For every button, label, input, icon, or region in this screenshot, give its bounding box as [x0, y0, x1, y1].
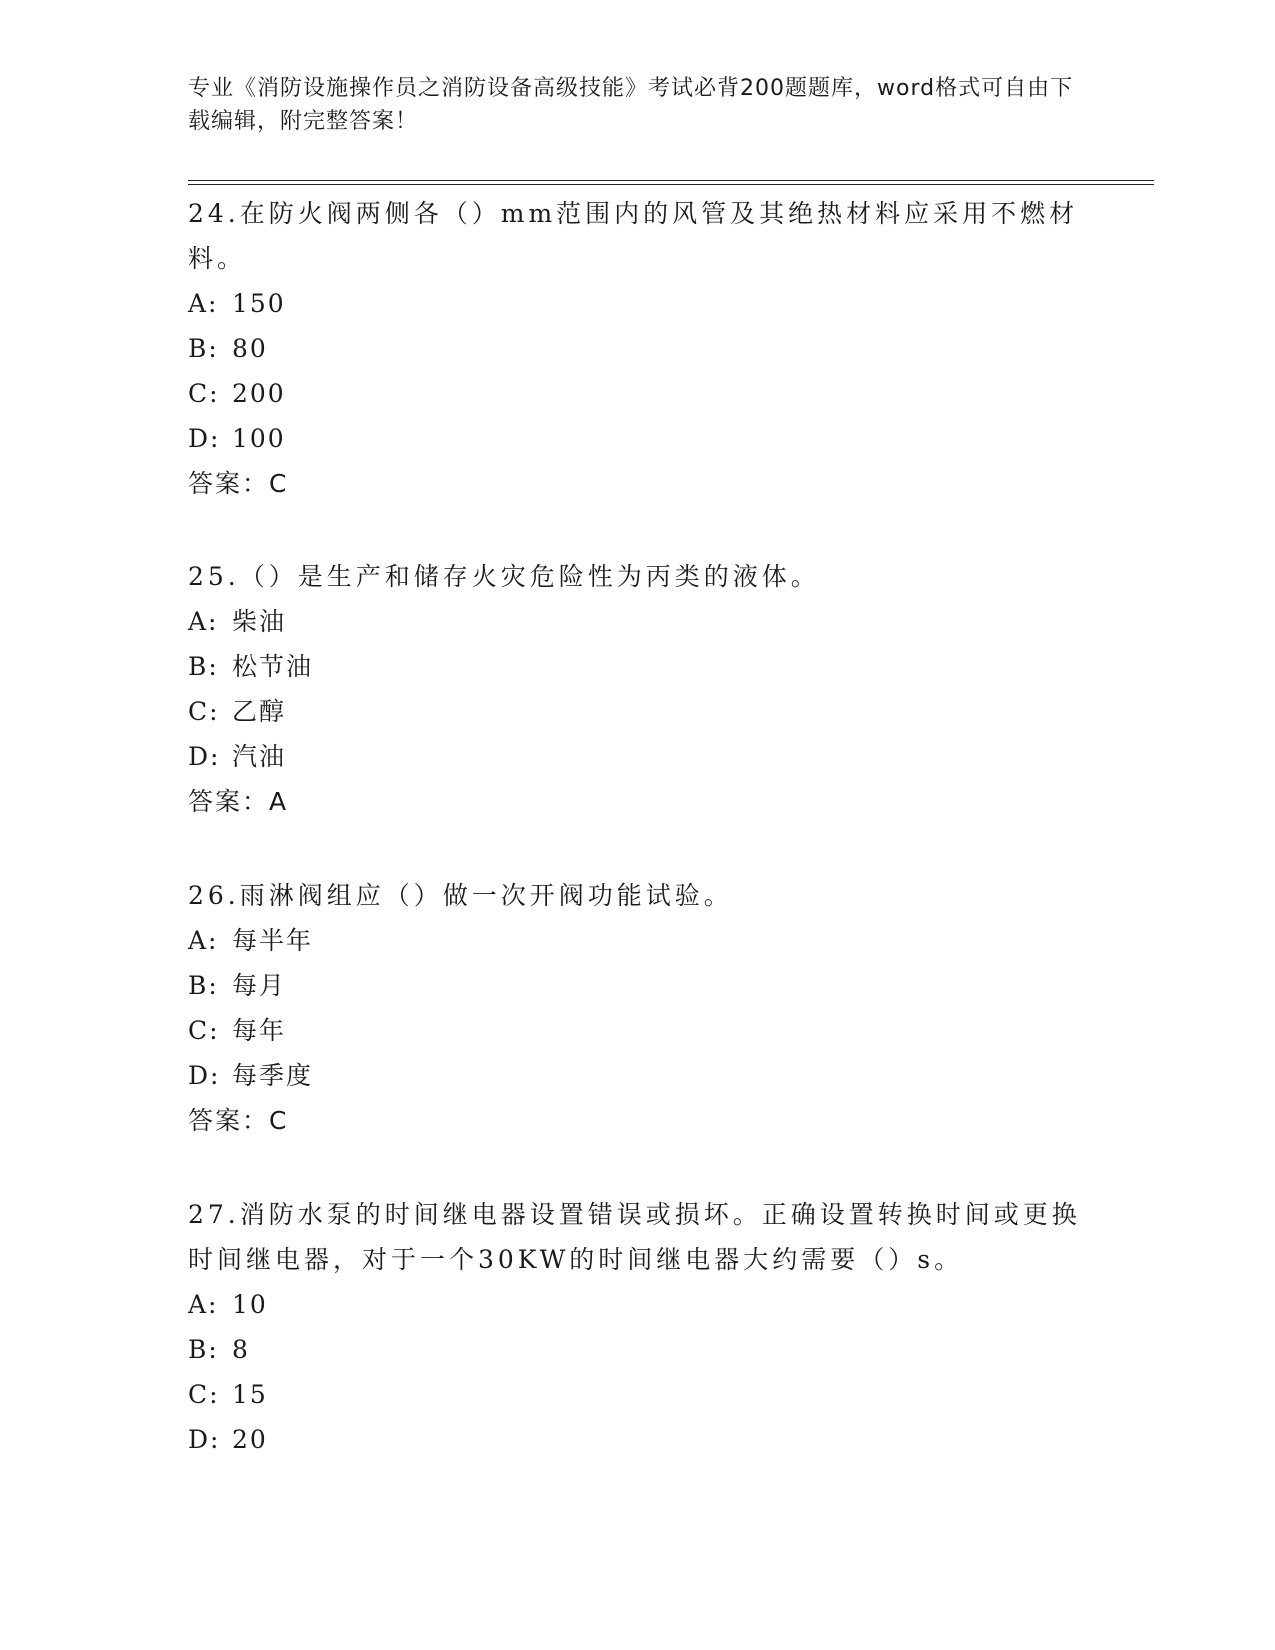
question-stem: 26.雨淋阀组应（）做一次开阀功能试验。	[188, 881, 733, 910]
option-label: C:	[188, 1380, 220, 1409]
option-text: 200	[232, 379, 286, 408]
answer-text: 答案：A	[188, 787, 289, 816]
option-a	[188, 281, 1088, 326]
option-d	[188, 1417, 1088, 1462]
option-label: A:	[188, 1290, 219, 1319]
option-label: B:	[188, 652, 219, 681]
option-c	[188, 689, 1088, 734]
header-divider-bottom	[188, 184, 1154, 185]
option-label: A:	[188, 289, 219, 318]
option-text: 150	[232, 289, 286, 318]
option-b	[188, 326, 1088, 371]
option-text: 每年	[232, 1016, 287, 1045]
option-a	[188, 1282, 1088, 1327]
option-text: 10	[232, 1290, 268, 1319]
question-list	[188, 190, 1088, 1462]
question-27	[188, 1191, 1088, 1462]
option-d	[188, 416, 1088, 461]
option-label: B:	[188, 1335, 219, 1364]
option-c	[188, 1008, 1088, 1053]
option-label: D:	[188, 1425, 221, 1454]
option-text: 汽油	[232, 742, 287, 771]
option-text: 100	[232, 424, 286, 453]
option-text: 20	[232, 1425, 268, 1454]
option-c	[188, 371, 1088, 416]
option-text: 柴油	[232, 607, 287, 636]
option-label: B:	[188, 971, 219, 1000]
option-text: 每月	[232, 971, 287, 1000]
document-header: 专业《消防设施操作员之消防设备高级技能》考试必背200题题库，word格式可自由下载编辑，附完整答案！	[188, 76, 1074, 134]
option-b	[188, 1327, 1088, 1372]
option-label: C:	[188, 1016, 220, 1045]
option-label: D:	[188, 742, 221, 771]
question-25	[188, 553, 1088, 872]
option-label: A:	[188, 926, 219, 955]
question-24	[188, 190, 1088, 553]
option-b	[188, 963, 1088, 1008]
question-26	[188, 872, 1088, 1191]
option-text: 15	[232, 1380, 268, 1409]
question-stem: 27.消防水泵的时间继电器设置错误或损坏。正确设置转换时间或更换时间继电器，对于一个30KW的时间继电器大约需要（）s。	[188, 1200, 1081, 1274]
option-label: D:	[188, 424, 221, 453]
answer-text: 答案：C	[188, 1106, 289, 1135]
option-label: B:	[188, 334, 219, 363]
option-text: 松节油	[232, 652, 314, 681]
option-a	[188, 599, 1088, 644]
header-divider-top	[188, 180, 1154, 181]
option-text: 每季度	[232, 1061, 314, 1090]
option-text: 每半年	[232, 926, 314, 955]
option-text: 8	[232, 1335, 250, 1364]
option-c	[188, 1372, 1088, 1417]
option-a	[188, 918, 1088, 963]
option-label: D:	[188, 1061, 221, 1090]
option-d	[188, 1053, 1088, 1098]
option-b	[188, 644, 1088, 689]
option-text: 80	[232, 334, 268, 363]
option-label: A:	[188, 607, 219, 636]
option-d	[188, 734, 1088, 779]
option-text: 乙醇	[232, 697, 287, 726]
question-stem: 25.（）是生产和储存火灾危险性为丙类的液体。	[188, 562, 820, 591]
option-label: C:	[188, 697, 220, 726]
question-stem: 24.在防火阀两侧各（）mm范围内的风管及其绝热材料应采用不燃材料。	[188, 199, 1079, 273]
option-label: C:	[188, 379, 220, 408]
answer-text: 答案：C	[188, 469, 289, 498]
